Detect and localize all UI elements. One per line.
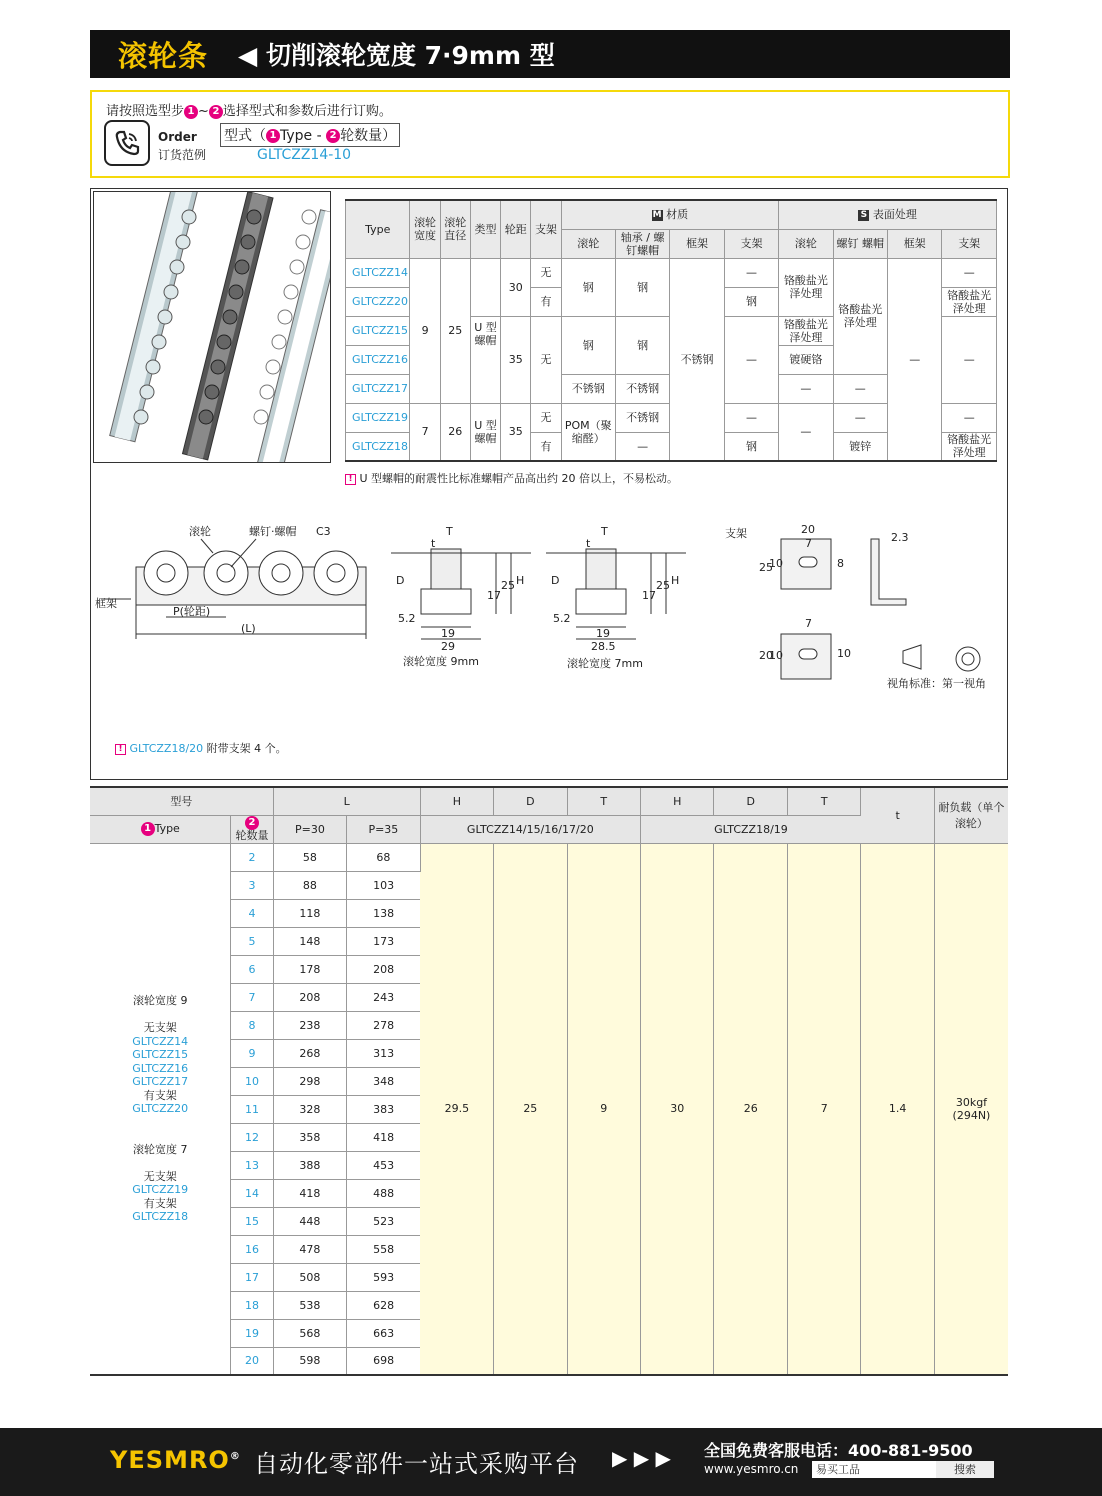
cell: 铬酸盐光泽处理 (942, 432, 997, 461)
p35-cell: 243 (347, 983, 420, 1011)
label-frame: 框架 (95, 597, 117, 610)
dim-T2: 7 (787, 843, 860, 1375)
group-text: (294N) (952, 1108, 991, 1122)
order-instruction (106, 100, 392, 119)
p30-cell: 118 (273, 899, 346, 927)
cell: — (942, 403, 997, 432)
instruction-text: 选择型式和参数后进行订购。 (222, 104, 392, 119)
col-p35: P=35 (347, 815, 420, 843)
format-text: 轮数量） (340, 128, 397, 144)
cell: 铬酸盐光泽处理 (942, 287, 997, 316)
order-label-en: Order (158, 130, 197, 144)
warning-icon: ! (345, 474, 356, 485)
cell: 钢 (561, 258, 615, 316)
count-cell: 14 (231, 1179, 273, 1207)
brand-logo[interactable] (110, 1446, 241, 1474)
group-text: GLTCZZ19 (132, 1183, 189, 1196)
p30-cell: 148 (273, 927, 346, 955)
p35-cell: 488 (347, 1179, 420, 1207)
label-10: 10 (769, 557, 783, 570)
col-count (231, 815, 273, 843)
label-52: 5.2 (398, 612, 416, 625)
label-20: 20 (801, 523, 815, 536)
col-H2: H (641, 787, 714, 815)
cell: 30 (501, 258, 531, 316)
p30-cell: 328 (273, 1095, 346, 1123)
page-subtitle: ◀ 切削滚轮宽度 7·9mm 型 (238, 41, 555, 70)
technical-drawings (91, 509, 1007, 689)
p35-cell: 348 (347, 1067, 420, 1095)
label-29: 29 (441, 640, 455, 653)
count-cell: 10 (231, 1067, 273, 1095)
col-grp1: GLTCZZ14/15/16/17/20 (420, 815, 640, 843)
dim-D1: 25 (494, 843, 567, 1375)
cell: 钢 (724, 432, 778, 461)
p35-cell: 383 (347, 1095, 420, 1123)
step2-badge: 2 (209, 105, 223, 119)
cell: 不锈钢 (561, 374, 615, 403)
search-input[interactable]: 易买工品 (812, 1461, 936, 1478)
order-box (90, 90, 1010, 178)
p35-cell: 208 (347, 955, 420, 983)
product-photo (93, 191, 331, 463)
spec-panel (90, 188, 1008, 780)
cell: — (833, 403, 887, 432)
type-cell: GLTCZZ19 (346, 403, 410, 432)
website-link[interactable]: www.yesmro.cn (704, 1462, 799, 1476)
cell: — (779, 403, 833, 461)
count-cell: 19 (231, 1319, 273, 1347)
col-L: L (273, 787, 420, 815)
col-sup: 支架 (724, 229, 778, 258)
group-text: GLTCZZ18 (132, 1210, 189, 1223)
p30-cell: 388 (273, 1151, 346, 1179)
col-material (561, 200, 779, 229)
group-text: GLTCZZ14 (132, 1034, 189, 1048)
cell: 26 (440, 403, 470, 461)
caption-9: 滚轮宽度 9mm (403, 655, 479, 668)
table-row (90, 843, 1008, 871)
col-bearing: 轴承 / 螺钉螺帽 (615, 229, 669, 258)
label-52: 5.2 (553, 612, 571, 625)
type-cell: GLTCZZ14 (346, 258, 410, 287)
label-t: t (586, 537, 591, 550)
surface-label: 表面处理 (872, 208, 917, 222)
col-T2: T (787, 787, 860, 815)
logo-text: YESMRO (110, 1446, 230, 1474)
p35-cell: 558 (347, 1235, 420, 1263)
label-t: t (431, 537, 436, 550)
p35-cell: 523 (347, 1207, 420, 1235)
count-cell: 18 (231, 1291, 273, 1319)
col-type (90, 815, 231, 843)
dim-H2: 30 (641, 843, 714, 1375)
label-17: 17 (487, 589, 501, 602)
cell (470, 258, 500, 316)
p35-cell: 663 (347, 1319, 420, 1347)
dim-T1: 9 (567, 843, 640, 1375)
col-model: 型号 (90, 787, 273, 815)
col-pitch: 轮距 (501, 200, 531, 258)
count-cell: 4 (231, 899, 273, 927)
label-7: 7 (805, 617, 812, 630)
cell: 无 (531, 258, 561, 287)
col-H: H (420, 787, 493, 815)
label-10: 10 (837, 647, 851, 660)
cell: 钢 (561, 316, 615, 374)
cell: — (724, 316, 778, 403)
label-screw: 螺钉·螺帽 (249, 525, 297, 538)
label-D: D (396, 574, 405, 587)
count-cell: 7 (231, 983, 273, 1011)
surface-badge: S (858, 210, 869, 221)
col-t: t (861, 787, 934, 843)
p35-cell: 278 (347, 1011, 420, 1039)
load-cell (934, 843, 1008, 1375)
p35-cell: 103 (347, 871, 420, 899)
label-19: 19 (441, 627, 455, 640)
group-text: 有支架 (143, 1088, 177, 1102)
label-D: D (551, 574, 560, 587)
label-25: 25 (759, 561, 773, 574)
cell: — (779, 374, 833, 403)
p35-cell: 173 (347, 927, 420, 955)
col-D: D (494, 787, 567, 815)
count-cell: 3 (231, 871, 273, 899)
col-roller2: 滚轮 (779, 229, 833, 258)
p30-cell: 358 (273, 1123, 346, 1151)
label-19: 19 (596, 627, 610, 640)
group-text: 滚轮宽度 7 (132, 1142, 188, 1156)
step1-badge: 1 (141, 822, 155, 836)
material-badge: M (652, 209, 662, 220)
cell: 25 (440, 258, 470, 403)
group-text: 无支架 (143, 1169, 177, 1183)
type-label: Type (154, 822, 180, 835)
spec-table (345, 199, 997, 462)
cell: 钢 (615, 258, 669, 316)
step1-badge: 1 (266, 129, 280, 143)
group-text: 无支架 (143, 1021, 177, 1034)
arrows-icon: ▶ ▶ ▶ (612, 1446, 671, 1470)
label-roller: 滚轮 (189, 525, 211, 538)
note-types: GLTCZZ18/20 (129, 742, 204, 755)
label-10: 10 (769, 649, 783, 662)
count-cell: 20 (231, 1347, 273, 1375)
cell: 镀硬铬 (779, 345, 833, 374)
label-25: 25 (656, 579, 670, 592)
col-frame2: 框架 (887, 229, 941, 258)
p35-cell: 698 (347, 1347, 420, 1375)
label-H: H (671, 574, 680, 587)
label-285: 28.5 (591, 640, 616, 653)
dimension-table (90, 786, 1008, 1376)
count-cell: 9 (231, 1039, 273, 1067)
cell: 铬酸盐光泽处理 (779, 258, 833, 316)
col-sup2: 支架 (942, 229, 997, 258)
label-7: 7 (805, 537, 812, 550)
col-grp2: GLTCZZ18/19 (641, 815, 861, 843)
cell: 不锈钢 (615, 374, 669, 403)
cell: 铬酸盐光泽处理 (833, 258, 887, 374)
col-surface (779, 200, 997, 229)
format-text: Type - (280, 128, 327, 144)
step1-badge: 1 (184, 105, 198, 119)
p35-cell: 418 (347, 1123, 420, 1151)
p30-cell: 238 (273, 1011, 346, 1039)
dim-t: 1.4 (861, 843, 934, 1375)
col-p30: P=30 (273, 815, 346, 843)
label-20: 20 (759, 649, 773, 662)
cell: 35 (501, 403, 531, 461)
group-text: 滚轮宽度 9 (132, 994, 188, 1007)
cell: 钢 (724, 287, 778, 316)
page-header (90, 30, 1010, 78)
p35-cell: 138 (347, 899, 420, 927)
p30-cell: 88 (273, 871, 346, 899)
note-unut (345, 470, 678, 486)
instruction-text: ~ (198, 104, 209, 119)
count-cell: 12 (231, 1123, 273, 1151)
count-cell: 13 (231, 1151, 273, 1179)
step2-badge: 2 (326, 129, 340, 143)
type-group (90, 843, 231, 1375)
count-cell: 8 (231, 1011, 273, 1039)
p30-cell: 58 (273, 843, 346, 871)
label-pitch: P(轮距) (173, 605, 211, 618)
step2-badge: 2 (245, 816, 259, 830)
cell: 无 (531, 403, 561, 432)
cell: 不锈钢 (615, 403, 669, 432)
cell: 有 (531, 287, 561, 316)
p35-cell: 313 (347, 1039, 420, 1067)
order-format (220, 123, 400, 147)
group-text: GLTCZZ20 (132, 1102, 189, 1115)
cell: U 型螺帽 (470, 316, 500, 403)
instruction-text: 请按照选型步 (106, 104, 185, 119)
p30-cell: 268 (273, 1039, 346, 1067)
col-bracket: 支架 (531, 200, 561, 258)
col-screw: 螺钉 螺帽 (833, 229, 887, 258)
cell: — (942, 258, 997, 287)
col-width: 滚轮宽度 (410, 200, 440, 258)
label-17: 17 (642, 589, 656, 602)
page-title: 滚轮条 (118, 38, 209, 73)
slogan: 自动化零部件一站式采购平台 (254, 1450, 579, 1478)
group-text: GLTCZZ16 (132, 1061, 189, 1075)
count-cell: 2 (231, 843, 273, 871)
type-cell: GLTCZZ16 (346, 345, 410, 374)
label-8: 8 (837, 557, 844, 570)
search-button[interactable]: 搜索 (936, 1461, 994, 1478)
order-label-cn: 订货范例 (158, 148, 207, 162)
cell: POM（聚缩醛） (561, 403, 615, 461)
cell: — (615, 432, 669, 461)
count-cell: 16 (231, 1235, 273, 1263)
type-cell: GLTCZZ15 (346, 316, 410, 345)
p35-cell: 453 (347, 1151, 420, 1179)
cell: — (942, 316, 997, 403)
dim-D2: 26 (714, 843, 787, 1375)
label-H: H (516, 574, 525, 587)
col-dia: 滚轮直径 (440, 200, 470, 258)
p30-cell: 538 (273, 1291, 346, 1319)
group-text: GLTCZZ17 (132, 1075, 189, 1088)
col-D2: D (714, 787, 787, 815)
label-L: (L) (241, 622, 256, 635)
cell: 镀锌 (833, 432, 887, 461)
col-T: T (567, 787, 640, 815)
p35-cell: 628 (347, 1291, 420, 1319)
note-text: 附带支架 4 个。 (203, 742, 287, 755)
p30-cell: 598 (273, 1347, 346, 1375)
cell: — (724, 403, 778, 432)
order-example: GLTCZZ14-10 (257, 147, 352, 163)
group-text: 30kgf (955, 1095, 988, 1109)
note-text: U 型螺帽的耐震性比标准螺帽产品高出约 20 倍以上，不易松动。 (359, 472, 679, 485)
group-text: GLTCZZ15 (132, 1048, 189, 1061)
p35-cell: 593 (347, 1263, 420, 1291)
cell: — (724, 258, 778, 287)
label-T: T (601, 525, 608, 538)
col-load: 耐负载（单个滚轮） (934, 787, 1008, 843)
type-cell: GLTCZZ20 (346, 287, 410, 316)
reg-mark: ® (229, 1451, 241, 1462)
footer (0, 1428, 1102, 1496)
cell: 35 (501, 316, 531, 403)
count-cell: 15 (231, 1207, 273, 1235)
p30-cell: 418 (273, 1179, 346, 1207)
count-cell: 6 (231, 955, 273, 983)
count-label: 轮数量 (235, 829, 269, 842)
col-type: Type (346, 200, 410, 258)
p30-cell: 208 (273, 983, 346, 1011)
p30-cell: 508 (273, 1263, 346, 1291)
cell: 钢 (615, 316, 669, 374)
cell: 无 (531, 316, 561, 403)
label-c3: C3 (316, 525, 331, 538)
label-25: 25 (501, 579, 515, 592)
type-cell: GLTCZZ18 (346, 432, 410, 461)
p30-cell: 448 (273, 1207, 346, 1235)
count-cell: 5 (231, 927, 273, 955)
cell: U 型螺帽 (470, 403, 500, 461)
col-frame: 框架 (670, 229, 724, 258)
label-T: T (446, 525, 453, 538)
p30-cell: 478 (273, 1235, 346, 1263)
col-roller: 滚轮 (561, 229, 615, 258)
format-text: 型式（ (224, 128, 266, 144)
dim-H1: 29.5 (420, 843, 493, 1375)
p30-cell: 298 (273, 1067, 346, 1095)
material-label: 材质 (666, 208, 689, 222)
cell: 9 (410, 258, 440, 403)
p30-cell: 568 (273, 1319, 346, 1347)
cell: 不锈钢 (670, 258, 724, 461)
label-bracket: 支架 (725, 527, 747, 540)
warning-icon: ! (115, 744, 126, 755)
count-cell: 11 (231, 1095, 273, 1123)
label-view: 视角标准：第一视角 (887, 677, 986, 689)
count-cell: 17 (231, 1263, 273, 1291)
cell: 有 (531, 432, 561, 461)
hotline: 全国免费客服电话：400-881-9500 (704, 1441, 973, 1460)
label-23: 2.3 (891, 531, 909, 544)
col-kind: 类型 (470, 200, 500, 258)
type-cell: GLTCZZ17 (346, 374, 410, 403)
cell: — (833, 374, 887, 403)
caption-7: 滚轮宽度 7mm (567, 657, 643, 670)
note-bracket (115, 740, 287, 756)
cell: — (887, 258, 941, 461)
phone-icon (104, 120, 150, 166)
group-text: 有支架 (143, 1196, 177, 1210)
cell: 铬酸盐光泽处理 (779, 316, 833, 345)
p35-cell: 68 (347, 843, 420, 871)
p30-cell: 178 (273, 955, 346, 983)
cell: 7 (410, 403, 440, 461)
